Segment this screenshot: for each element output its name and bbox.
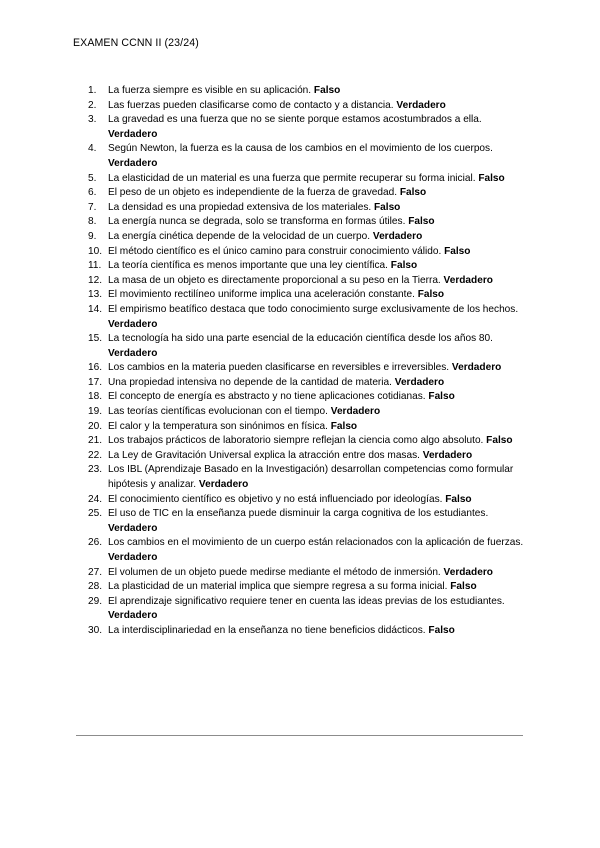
question-text: El empirismo beatífico destaca que todo conocimiento surge exclusivamente de los hechos. bbox=[108, 303, 519, 315]
question-number: 11. bbox=[88, 260, 102, 272]
question-text: El método científico es el único camino para construir conocimiento válido. bbox=[108, 245, 442, 257]
question-number: 1. bbox=[88, 85, 97, 96]
question-item bbox=[88, 332, 528, 361]
question-item bbox=[88, 230, 528, 245]
question-item bbox=[88, 624, 528, 639]
question-text: La densidad es una propiedad extensiva de los materiales. bbox=[108, 201, 372, 213]
question-number: 29. bbox=[88, 595, 103, 607]
question-item bbox=[88, 274, 528, 289]
question-number: 27. bbox=[88, 566, 103, 578]
question-number: 19. bbox=[88, 406, 103, 418]
question-answer: Falso bbox=[444, 245, 471, 257]
question-number: 20. bbox=[88, 420, 103, 432]
question-number: 9. bbox=[88, 230, 97, 242]
question-text: La interdisciplinariedad en la enseñanza no tiene beneficios didácticos. bbox=[108, 624, 426, 636]
question-text: Los cambios en el movimiento de un cuerpo están relacionados con la aplicación de fuerzas. bbox=[108, 537, 524, 549]
question-text: Los IBL (Aprendizaje Basado en la Investigación) desarrollan competencias como formular hipótesis y analizar. bbox=[108, 464, 514, 491]
question-item bbox=[88, 536, 528, 565]
question-answer: Verdadero bbox=[108, 157, 158, 169]
question-item bbox=[88, 376, 528, 391]
question-number: 6. bbox=[88, 187, 97, 199]
question-answer: Verdadero bbox=[443, 566, 493, 578]
question-item bbox=[88, 288, 528, 303]
question-answer: Falso bbox=[486, 435, 513, 447]
question-number: 14. bbox=[88, 303, 103, 315]
question-answer: Verdadero bbox=[372, 230, 423, 242]
question-answer: Verdadero bbox=[422, 449, 473, 461]
question-item bbox=[88, 420, 528, 435]
question-answer: Verdadero bbox=[108, 318, 158, 330]
question-text: El conocimiento científico es objetivo y no está influenciado por ideologías. bbox=[108, 493, 443, 505]
question-answer: Falso bbox=[399, 187, 427, 199]
question-number: 26. bbox=[88, 537, 103, 549]
question-number: 23. bbox=[88, 464, 103, 476]
question-answer: Verdadero bbox=[108, 610, 158, 622]
question-text: El uso de TIC en la enseñanza puede disminuir la carga cognitiva de los estudiantes. bbox=[108, 508, 489, 520]
question-text: La teoría científica es menos importante que una ley científica. bbox=[108, 260, 388, 272]
page-title: EXAMEN CCNN II (23/24) bbox=[73, 37, 199, 49]
question-answer: Falso bbox=[445, 493, 472, 505]
question-number: 25. bbox=[88, 508, 103, 520]
question-number: 3. bbox=[88, 114, 97, 126]
question-text: Una propiedad intensiva no depende de la cantidad de materia. bbox=[108, 376, 392, 388]
question-item bbox=[88, 493, 528, 508]
question-item bbox=[88, 361, 528, 376]
question-item bbox=[88, 507, 528, 536]
question-item bbox=[88, 84, 528, 99]
question-text: La elasticidad de un material es una fuerza que permite recuperar su forma inicial. bbox=[108, 172, 476, 184]
question-text: Según Newton, la fuerza es la causa de los cambios en el movimiento de los cuerpos. bbox=[108, 143, 493, 155]
question-answer: Verdadero bbox=[394, 376, 445, 388]
question-item bbox=[88, 215, 528, 230]
question-answer: Falso bbox=[478, 172, 505, 184]
question-item bbox=[88, 405, 528, 420]
question-text: La energía nunca se degrada, solo se transforma en formas útiles. bbox=[108, 216, 406, 228]
question-number: 5. bbox=[88, 172, 97, 184]
question-answer: Verdadero bbox=[108, 128, 158, 140]
question-answer: Falso bbox=[428, 391, 455, 403]
question-text: El aprendizaje significativo requiere tener en cuenta las ideas previas de los estudiantes. bbox=[108, 595, 505, 607]
question-number: 28. bbox=[88, 581, 103, 593]
question-answer: Verdadero bbox=[443, 274, 493, 286]
question-text: Las fuerzas pueden clasificarse como de contacto y a distancia. bbox=[108, 99, 394, 111]
question-text: El peso de un objeto es independiente de la fuerza de gravedad. bbox=[108, 187, 398, 199]
question-answer: Verdadero bbox=[451, 362, 502, 374]
question-number: 13. bbox=[88, 289, 103, 301]
question-number: 17. bbox=[88, 376, 103, 388]
question-answer: Falso bbox=[408, 216, 435, 228]
question-text: La Ley de Gravitación Universal explica la atracción entre dos masas. bbox=[108, 449, 420, 461]
question-answer: Verdadero bbox=[330, 406, 381, 418]
question-item bbox=[88, 595, 528, 624]
question-answer: Falso bbox=[330, 420, 358, 432]
question-number: 15. bbox=[88, 333, 103, 345]
question-item bbox=[88, 390, 528, 405]
question-item bbox=[88, 99, 528, 114]
question-answer: Verdadero bbox=[108, 522, 158, 534]
question-answer: Verdadero bbox=[108, 347, 158, 359]
question-text: Los cambios en la materia pueden clasificarse en reversibles e irreversibles. bbox=[108, 362, 450, 374]
question-answer: Falso bbox=[373, 201, 401, 213]
question-number: 4. bbox=[88, 143, 97, 155]
question-answer: Falso bbox=[313, 85, 341, 96]
question-number: 8. bbox=[88, 216, 97, 228]
question-answer: Verdadero bbox=[396, 99, 446, 111]
question-item bbox=[88, 142, 528, 171]
question-item bbox=[88, 463, 528, 492]
question-answer: Falso bbox=[428, 624, 455, 636]
question-text: El calor y la temperatura son sinónimos en física. bbox=[108, 420, 328, 432]
question-item bbox=[88, 172, 528, 187]
question-text: La gravedad es una fuerza que no se siente porque estamos acostumbrados a ella. bbox=[108, 114, 482, 126]
question-answer: Falso bbox=[390, 260, 418, 272]
question-item bbox=[88, 303, 528, 332]
question-number: 21. bbox=[88, 435, 103, 447]
question-item bbox=[88, 434, 528, 449]
question-number: 7. bbox=[88, 201, 97, 213]
question-answer: Verdadero bbox=[198, 479, 249, 491]
question-number: 16. bbox=[88, 362, 103, 374]
question-number: 18. bbox=[88, 391, 103, 403]
question-item bbox=[88, 113, 528, 142]
question-answer: Falso bbox=[450, 581, 477, 593]
question-item bbox=[88, 186, 528, 201]
question-text: El concepto de energía es abstracto y no tiene aplicaciones cotidianas. bbox=[108, 391, 426, 403]
question-item bbox=[88, 580, 528, 595]
question-text: La tecnología ha sido una parte esencial de la educación científica desde los años 80. bbox=[108, 333, 493, 345]
question-item bbox=[88, 259, 528, 274]
footer-divider bbox=[76, 735, 523, 736]
question-item bbox=[88, 449, 528, 464]
question-item bbox=[88, 201, 528, 216]
question-number: 30. bbox=[88, 624, 103, 636]
question-number: 12. bbox=[88, 274, 103, 286]
question-text: La fuerza siempre es visible en su aplicación. bbox=[108, 85, 312, 96]
question-text: Las teorías científicas evolucionan con el tiempo. bbox=[108, 406, 328, 418]
question-text: La energía cinética depende de la velocidad de un cuerpo. bbox=[108, 230, 371, 242]
question-text: El volumen de un objeto puede medirse mediante el método de inmersión. bbox=[108, 566, 441, 578]
question-item bbox=[88, 245, 528, 260]
question-list bbox=[88, 84, 528, 639]
question-number: 2. bbox=[88, 99, 97, 111]
question-answer: Verdadero bbox=[108, 552, 158, 563]
question-text: Los trabajos prácticos de laboratorio siempre reflejan la ciencia como algo absoluto. bbox=[108, 435, 484, 447]
question-number: 22. bbox=[88, 449, 103, 461]
question-text: La masa de un objeto es directamente proporcional a su peso en la Tierra. bbox=[108, 274, 441, 286]
question-number: 24. bbox=[88, 493, 103, 505]
question-item bbox=[88, 566, 528, 581]
question-text: La plasticidad de un material implica que siempre regresa a su forma inicial. bbox=[108, 581, 448, 593]
question-number: 10. bbox=[88, 245, 103, 257]
question-answer: Falso bbox=[417, 289, 445, 301]
question-text: El movimiento rectilíneo uniforme implica una aceleración constante. bbox=[108, 289, 415, 301]
